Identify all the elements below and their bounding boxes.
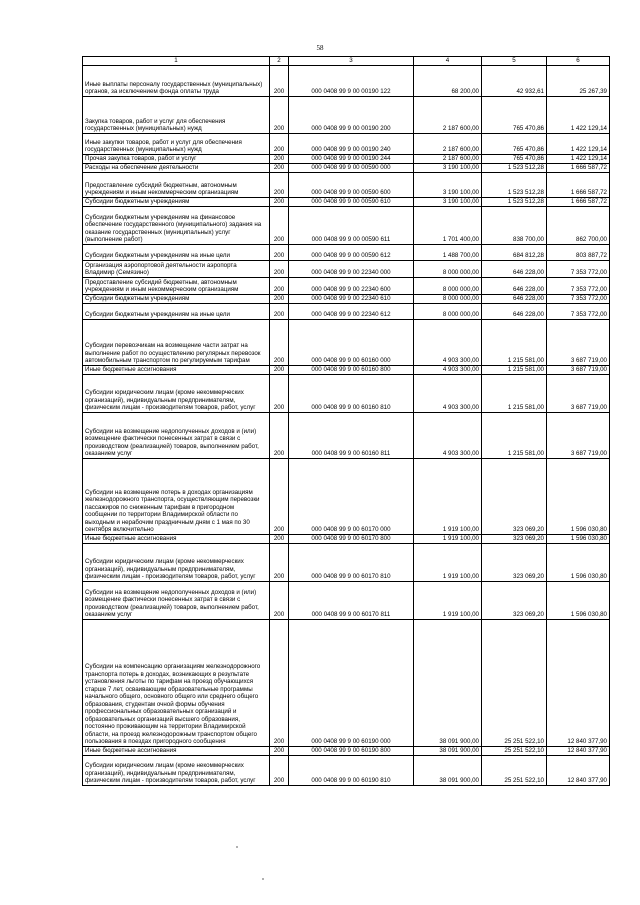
- table-row: [83, 755, 610, 785]
- table-row: [83, 365, 610, 374]
- executed-amount: 646 228,00: [482, 260, 547, 277]
- row-code-line: 200: [270, 206, 289, 244]
- budget-classification-code: 000 0408 99 9 00 00590 611: [289, 206, 414, 244]
- table-row: [83, 581, 610, 619]
- row-name: Расходы на обеспечение деятельности: [83, 163, 270, 172]
- row-code-line: 200: [270, 133, 289, 154]
- approved-amount: 1 919 100,00: [414, 458, 482, 534]
- row-code-line: 200: [270, 65, 289, 96]
- row-name: Иные бюджетные ассигнования: [83, 746, 270, 755]
- budget-classification-code: 000 0408 99 9 00 60170 810: [289, 543, 414, 581]
- row-code-line: 200: [270, 319, 289, 365]
- unexecuted-amount: 1 596 030,80: [547, 581, 610, 619]
- row-code-line: 200: [270, 746, 289, 755]
- row-name: Предоставление субсидий бюджетным, автономным учреждениям и иным некоммерческим организациям: [83, 172, 270, 197]
- budget-classification-code: 000 0408 99 9 00 60170 000: [289, 458, 414, 534]
- approved-amount: 1 919 100,00: [414, 543, 482, 581]
- unexecuted-amount: 7 353 772,00: [547, 277, 610, 294]
- row-name: Субсидии на возмещение недополученных доходов и (или) возмещение фактически понесенных затрат в связи с производством (реализацией) товаров, выполнением работ, оказанием услуг: [83, 581, 270, 619]
- unexecuted-amount: 12 840 377,90: [547, 746, 610, 755]
- executed-amount: 25 251 522,10: [482, 755, 547, 785]
- row-name: Субсидии юридическим лицам (кроме некоммерческих организаций), индивидуальным предпринимателям, физическим лицам - производителям товаров, работ, услуг: [83, 374, 270, 412]
- row-code-line: 200: [270, 277, 289, 294]
- unexecuted-amount: 1 596 030,80: [547, 534, 610, 543]
- row-name: Субсидии на возмещение потерь в доходах организациям железнодорожного транспорта, осуществляющим перевозки пассажиров по сниженным тарифам в пригородном сообщении по территории Владимирской области по выходным и нерабочим праздничным дням с 1 мая по 30 сентября включительно: [83, 458, 270, 534]
- executed-amount: 25 251 522,10: [482, 746, 547, 755]
- row-name: Иные бюджетные ассигнования: [83, 365, 270, 374]
- row-code-line: 200: [270, 581, 289, 619]
- row-code-line: 200: [270, 365, 289, 374]
- executed-amount: 323 069,20: [482, 458, 547, 534]
- unexecuted-amount: 12 840 377,90: [547, 755, 610, 785]
- table-row: [83, 197, 610, 206]
- executed-amount: 25 251 522,10: [482, 619, 547, 746]
- table-row: [83, 172, 610, 197]
- table-row: [83, 294, 610, 303]
- budget-classification-code: 000 0408 99 9 00 00590 612: [289, 244, 414, 260]
- budget-classification-code: 000 0408 99 9 00 22340 610: [289, 294, 414, 303]
- approved-amount: 38 091 900,00: [414, 755, 482, 785]
- row-code-line: 200: [270, 163, 289, 172]
- approved-amount: 3 190 100,00: [414, 197, 482, 206]
- budget-classification-code: 000 0408 99 9 00 00190 122: [289, 65, 414, 96]
- unexecuted-amount: 1 422 129,14: [547, 96, 610, 133]
- approved-amount: 68 200,00: [414, 65, 482, 96]
- budget-classification-code: 000 0408 99 9 00 22340 600: [289, 277, 414, 294]
- unexecuted-amount: 3 687 719,00: [547, 319, 610, 365]
- row-code-line: 200: [270, 260, 289, 277]
- unexecuted-amount: 12 840 377,90: [547, 619, 610, 746]
- row-code-line: 200: [270, 197, 289, 206]
- approved-amount: 8 000 000,00: [414, 294, 482, 303]
- approved-amount: 4 903 300,00: [414, 374, 482, 412]
- executed-amount: 1 215 581,00: [482, 412, 547, 458]
- budget-classification-code: 000 0408 99 9 00 60160 800: [289, 365, 414, 374]
- budget-classification-code: 000 0408 99 9 00 60190 810: [289, 755, 414, 785]
- executed-amount: 646 228,00: [482, 294, 547, 303]
- row-name: Субсидии бюджетным учреждениям на финансовое обеспечение государственного (муниципального) задания на оказание государственных (муниципальных) услуг (выполнение работ): [83, 206, 270, 244]
- executed-amount: 323 069,20: [482, 581, 547, 619]
- row-name: Субсидии бюджетным учреждениям: [83, 294, 270, 303]
- unexecuted-amount: 7 353 772,00: [547, 303, 610, 319]
- executed-amount: 684 812,28: [482, 244, 547, 260]
- unexecuted-amount: 862 700,00: [547, 206, 610, 244]
- approved-amount: 4 903 300,00: [414, 365, 482, 374]
- executed-amount: 838 700,00: [482, 206, 547, 244]
- table-row: [83, 163, 610, 172]
- table-row: [83, 96, 610, 133]
- executed-amount: 1 215 581,00: [482, 365, 547, 374]
- row-code-line: 200: [270, 543, 289, 581]
- row-name: Предоставление субсидий бюджетным, автономным учреждениям и иным некоммерческим организациям: [83, 277, 270, 294]
- executed-amount: 765 470,86: [482, 96, 547, 133]
- row-code-line: 200: [270, 294, 289, 303]
- budget-classification-code: 000 0408 99 9 00 22340 612: [289, 303, 414, 319]
- column-header: 5: [482, 57, 547, 66]
- approved-amount: 38 091 900,00: [414, 746, 482, 755]
- unexecuted-amount: 25 267,39: [547, 65, 610, 96]
- executed-amount: 646 228,00: [482, 277, 547, 294]
- budget-execution-table: [82, 56, 610, 786]
- row-code-line: 200: [270, 534, 289, 543]
- row-name: Субсидии бюджетным учреждениям на иные цели: [83, 303, 270, 319]
- approved-amount: 38 091 900,00: [414, 619, 482, 746]
- row-code-line: 200: [270, 458, 289, 534]
- approved-amount: 2 187 600,00: [414, 154, 482, 163]
- column-header: 6: [547, 57, 610, 66]
- row-name: Субсидии на компенсацию организациям железнодорожного транспорта потерь в доходах, возникающих в результате установления льготы по тарифам на проезд обучающихся старше 7 лет, осваивающим образовательные программы начального общего, основного общего или среднего общего образования, студентам очной формы обучения профессиональных образовательных организаций и образовательных организаций высшего образования, постоянно проживающим на территории Владимирской области, на проезд железнодорожным транспортом общего пользования в поездах пригородного сообщения: [83, 619, 270, 746]
- unexecuted-amount: 3 687 719,00: [547, 412, 610, 458]
- row-code-line: 200: [270, 154, 289, 163]
- table-row: [83, 534, 610, 543]
- row-name: Прочая закупка товаров, работ и услуг: [83, 154, 270, 163]
- unexecuted-amount: 803 887,72: [547, 244, 610, 260]
- approved-amount: 4 903 300,00: [414, 412, 482, 458]
- row-code-line: 200: [270, 96, 289, 133]
- row-code-line: 200: [270, 412, 289, 458]
- unexecuted-amount: 1 422 129,14: [547, 154, 610, 163]
- page-number: 58: [316, 44, 324, 52]
- executed-amount: 1 523 512,28: [482, 163, 547, 172]
- budget-classification-code: 000 0408 99 9 00 22340 000: [289, 260, 414, 277]
- approved-amount: 3 190 100,00: [414, 163, 482, 172]
- unexecuted-amount: 7 353 772,00: [547, 294, 610, 303]
- column-header: 2: [270, 57, 289, 66]
- budget-classification-code: 000 0408 99 9 00 60160 000: [289, 319, 414, 365]
- table-row: [83, 277, 610, 294]
- budget-classification-code: 000 0408 99 9 00 60170 800: [289, 534, 414, 543]
- unexecuted-amount: 1 666 587,72: [547, 172, 610, 197]
- executed-amount: 1 215 581,00: [482, 374, 547, 412]
- budget-classification-code: 000 0408 99 9 00 60160 810: [289, 374, 414, 412]
- unexecuted-amount: 1 596 030,80: [547, 543, 610, 581]
- executed-amount: 1 523 512,28: [482, 172, 547, 197]
- table-row: [83, 244, 610, 260]
- scan-speck: [236, 846, 238, 848]
- executed-amount: 1 215 581,00: [482, 319, 547, 365]
- row-code-line: 200: [270, 374, 289, 412]
- table-row: [83, 746, 610, 755]
- unexecuted-amount: 3 687 719,00: [547, 365, 610, 374]
- approved-amount: 8 000 000,00: [414, 303, 482, 319]
- budget-classification-code: 000 0408 99 9 00 60170 811: [289, 581, 414, 619]
- row-code-line: 200: [270, 244, 289, 260]
- approved-amount: 8 000 000,00: [414, 277, 482, 294]
- column-header: 4: [414, 57, 482, 66]
- approved-amount: 2 187 600,00: [414, 133, 482, 154]
- budget-classification-code: 000 0408 99 9 00 60160 811: [289, 412, 414, 458]
- unexecuted-amount: 1 666 587,72: [547, 163, 610, 172]
- budget-classification-code: 000 0408 99 9 00 00590 600: [289, 172, 414, 197]
- table-row: [83, 206, 610, 244]
- approved-amount: 2 187 600,00: [414, 96, 482, 133]
- row-code-line: 200: [270, 755, 289, 785]
- executed-amount: 42 932,61: [482, 65, 547, 96]
- row-name: Иные бюджетные ассигнования: [83, 534, 270, 543]
- row-name: Субсидии бюджетным учреждениям: [83, 197, 270, 206]
- table-row: [83, 458, 610, 534]
- approved-amount: 1 919 100,00: [414, 534, 482, 543]
- approved-amount: 3 190 100,00: [414, 172, 482, 197]
- column-number-row: [83, 57, 610, 66]
- budget-classification-code: 000 0408 99 9 00 00190 244: [289, 154, 414, 163]
- budget-classification-code: 000 0408 99 9 00 00190 240: [289, 133, 414, 154]
- approved-amount: 1 919 100,00: [414, 581, 482, 619]
- table-row: [83, 303, 610, 319]
- row-name: Субсидии юридическим лицам (кроме некоммерческих организаций), индивидуальным предпринимателям, физическим лицам - производителям товаров, работ, услуг: [83, 755, 270, 785]
- table-row: [83, 65, 610, 96]
- budget-classification-code: 000 0408 99 9 00 00590 610: [289, 197, 414, 206]
- executed-amount: 1 523 512,28: [482, 197, 547, 206]
- unexecuted-amount: 1 666 587,72: [547, 197, 610, 206]
- approved-amount: 4 903 300,00: [414, 319, 482, 365]
- table-row: [83, 154, 610, 163]
- table-row: [83, 619, 610, 746]
- approved-amount: 1 488 700,00: [414, 244, 482, 260]
- unexecuted-amount: 1 596 030,80: [547, 458, 610, 534]
- row-name: Субсидии юридическим лицам (кроме некоммерческих организаций), индивидуальным предпринимателям, физическим лицам - производителям товаров, работ, услуг: [83, 543, 270, 581]
- executed-amount: 323 069,20: [482, 534, 547, 543]
- budget-classification-code: 000 0408 99 9 00 60190 000: [289, 619, 414, 746]
- row-name: Иные выплаты персоналу государственных (муниципальных) органов, за исключением фонда оплаты труда: [83, 65, 270, 96]
- row-name: Субсидии бюджетным учреждениям на иные цели: [83, 244, 270, 260]
- row-name: Субсидии на возмещение недополученных доходов и (или) возмещение фактически понесенных затрат в связи с производством (реализацией) товаров, выполнением работ, оказанием услуг: [83, 412, 270, 458]
- executed-amount: 765 470,86: [482, 133, 547, 154]
- table-row: [83, 374, 610, 412]
- budget-classification-code: 000 0408 99 9 00 60190 800: [289, 746, 414, 755]
- budget-classification-code: 000 0408 99 9 00 00190 200: [289, 96, 414, 133]
- table-row: [83, 543, 610, 581]
- row-code-line: 200: [270, 303, 289, 319]
- executed-amount: 323 069,20: [482, 543, 547, 581]
- unexecuted-amount: 1 422 129,14: [547, 133, 610, 154]
- executed-amount: 765 470,86: [482, 154, 547, 163]
- row-code-line: 200: [270, 172, 289, 197]
- table-row: [83, 260, 610, 277]
- row-name: Иные закупки товаров, работ и услуг для обеспечения государственных (муниципальных) нужд: [83, 133, 270, 154]
- scan-speck: [262, 878, 264, 880]
- row-name: Организация аэропортовой деятельности аэропорта Владимир (Семязино): [83, 260, 270, 277]
- column-header: 1: [83, 57, 270, 66]
- table-row: [83, 319, 610, 365]
- approved-amount: 8 000 000,00: [414, 260, 482, 277]
- unexecuted-amount: 3 687 719,00: [547, 374, 610, 412]
- unexecuted-amount: 7 353 772,00: [547, 260, 610, 277]
- budget-classification-code: 000 0408 99 9 00 00590 000: [289, 163, 414, 172]
- table-row: [83, 412, 610, 458]
- column-header: 3: [289, 57, 414, 66]
- executed-amount: 646 228,00: [482, 303, 547, 319]
- row-name: Субсидии перевозчикам на возмещение части затрат на выполнение работ по осуществлению регулярных перевозок автомобильным транспортом по регулируемым тарифам: [83, 319, 270, 365]
- table-row: [83, 133, 610, 154]
- row-code-line: 200: [270, 619, 289, 746]
- approved-amount: 1 701 400,00: [414, 206, 482, 244]
- row-name: Закупка товаров, работ и услуг для обеспечения государственных (муниципальных) нужд: [83, 96, 270, 133]
